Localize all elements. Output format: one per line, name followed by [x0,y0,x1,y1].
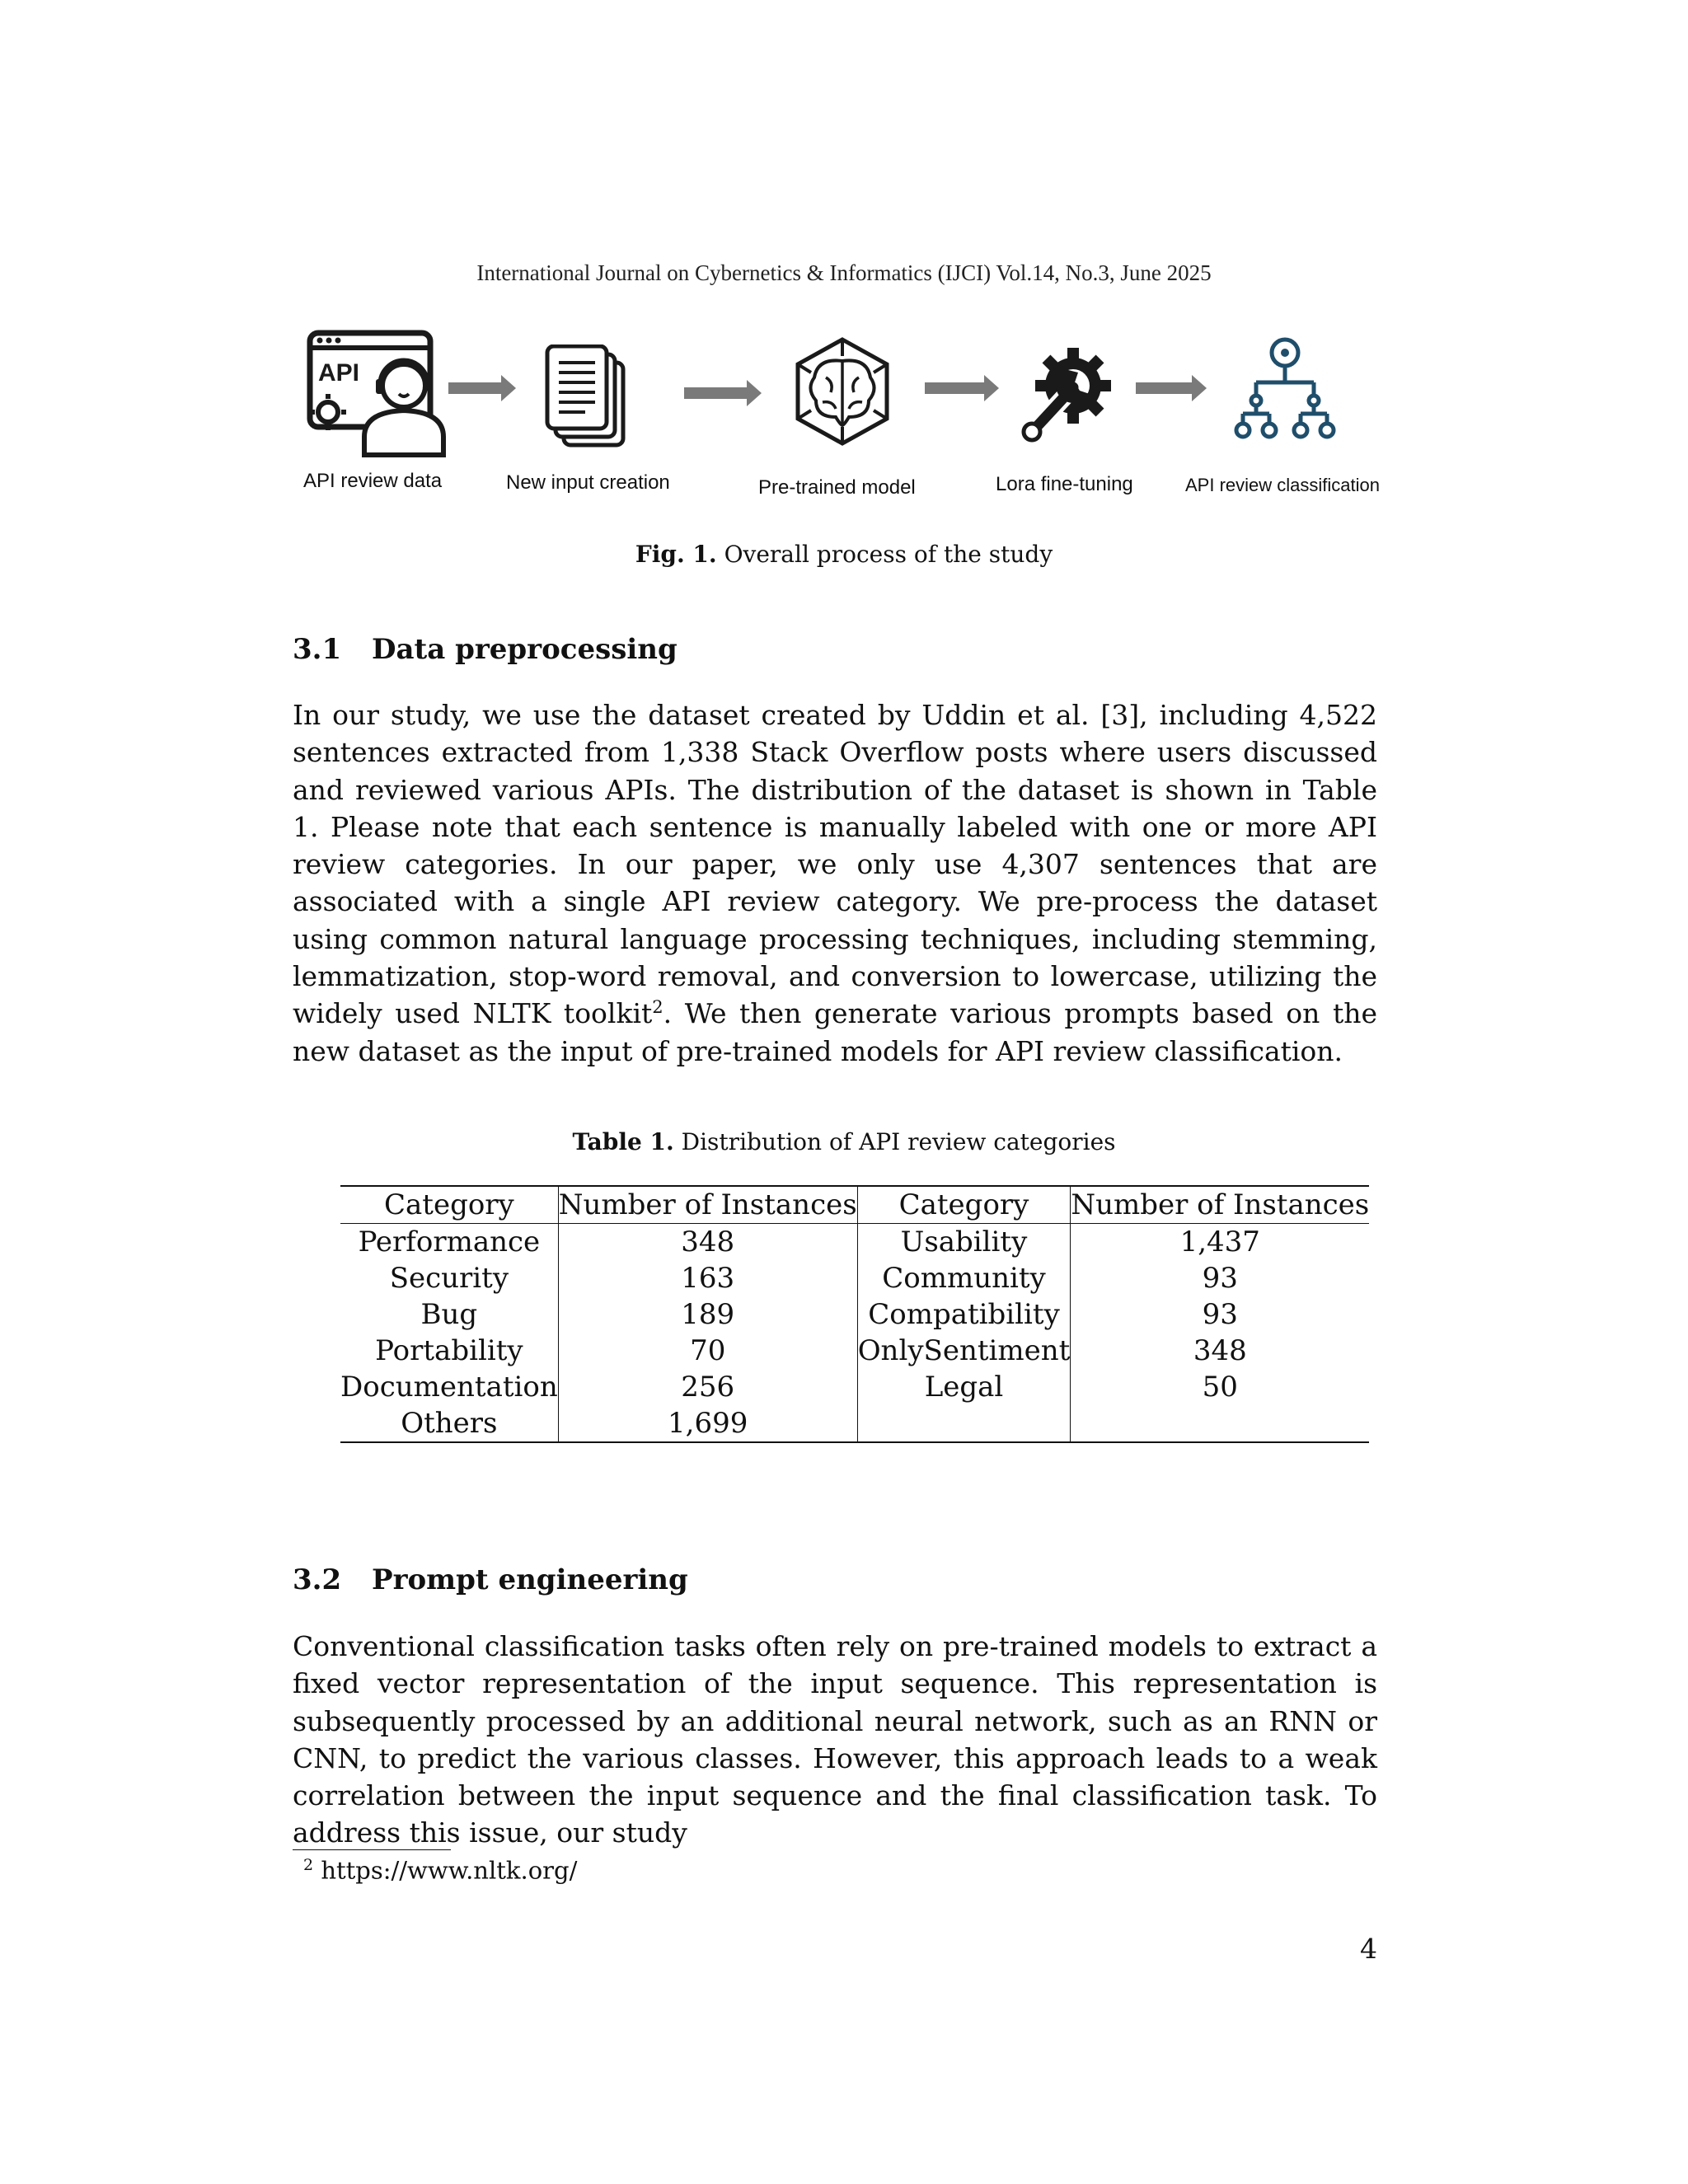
journal-header: International Journal on Cybernetics & Informatics (IJCI) Vol.14, No.3, June 2025 [476,260,1212,285]
arrow-2 [684,387,748,399]
column-header: Number of Instances [1071,1186,1369,1224]
table-cell: 70 [558,1333,857,1369]
step-label-api-review-data: API review data [303,470,443,492]
figure-caption-label: Fig. 1. [635,541,717,568]
table-cell: 1,699 [558,1405,857,1442]
table-cell: 189 [558,1296,857,1333]
documents-icon [544,344,635,452]
table-row [340,1405,1369,1442]
process-figure [0,321,1688,519]
paragraph-text-a: In our study, we use the dataset created by Uddin et al. [3], including 4,522 sentences extracted from 1,338 Stack Overflow posts where users discussed and reviewed various APIs. The distribution of the dataset is shown in Table 1. Please note that each sentence is manually labeled with one or more API review categories. In our paper, we only use 4,307 sentences that are associated with a single API review category. We pre-process the dataset using common natural language processing techniques, including stemming, lemmatization, stop-word removal, and conversion to lowercase, utilizing the widely used NLTK toolkit [293,699,1377,1030]
section-number: 3.2 [293,1563,342,1596]
brain-hexagon-icon [793,336,892,447]
wrench-gear-icon [1015,344,1114,443]
footnote-link[interactable]: https://www.nltk.org/ [321,1856,578,1885]
table-row [340,1260,1369,1296]
table-cell: Performance [340,1224,558,1261]
arrow-4 [1136,382,1193,394]
table-row [340,1224,1369,1261]
column-header: Category [340,1186,558,1224]
section-number: 3.1 [293,633,342,666]
footnote-ref[interactable]: 2 [652,997,663,1018]
table-cell: 348 [1193,1334,1247,1367]
api-badge-text: API [318,359,360,387]
section-title: Prompt engineering [372,1563,688,1596]
figure-caption [0,541,1688,568]
table-cell: Others [340,1405,558,1442]
step-label-new-input-creation: New input creation [506,471,670,494]
table-cell: 93 [1202,1262,1238,1295]
footnote [303,1856,577,1885]
table-cell: 163 [558,1260,857,1296]
step-label-lora-fine-tuning: Lora fine-tuning [996,473,1133,495]
table-row [340,1369,1369,1405]
column-header: Category [857,1186,1071,1224]
table-header-row [340,1186,1369,1224]
section-heading-3-1 [293,633,678,666]
section-3-1-paragraph [293,696,1377,1070]
table-cell: 256 [558,1369,857,1405]
section-heading-3-2 [293,1563,688,1596]
table-cell: Documentation [340,1371,558,1404]
table-row [340,1333,1369,1369]
arrow-3 [925,382,986,394]
footnote-rule [293,1849,451,1850]
section-3-2-paragraph: Conventional classification tasks often rely on pre-trained models to extract a fixed vector representation of the input sequence. This representation is subsequently processed by an additional neural network, such as an RNN or CNN, to predict the various classes. However, this approach leads to a weak correlation between the input sequence and the final classification task. To address this issue, our study [293,1630,1377,1849]
paragraph-text-b: . We then generate various prompts based on the new dataset as the input of pre-trained models for API review classification. [293,997,1377,1067]
table-cell: 50 [1202,1371,1238,1404]
hierarchy-icon [1231,335,1339,443]
table-row [340,1296,1369,1333]
table-cell [857,1405,1071,1442]
api-review-person-icon [307,330,452,458]
table-cell [1071,1405,1369,1442]
table-cell: Legal [857,1369,1071,1405]
table-cell: 1,437 [1179,1226,1260,1258]
table-caption [0,1128,1688,1155]
table-cell: 348 [558,1224,857,1261]
table-caption-label: Table 1. [572,1128,674,1155]
table-cell: Bug [340,1296,558,1333]
page-number: 4 [1360,1933,1377,1965]
section-title: Data preprocessing [372,633,678,666]
distribution-table [340,1185,1369,1443]
table-cell: 93 [1202,1298,1238,1331]
table-cell: Usability [857,1224,1071,1261]
step-label-api-review-classification: API review classification [1185,475,1380,495]
column-header: Number of Instances [558,1186,857,1224]
table-cell: OnlySentiment [857,1334,1071,1367]
arrow-1 [448,382,503,394]
step-label-pre-trained-model: Pre-trained model [758,476,916,499]
table-cell: Community [857,1260,1071,1296]
figure-caption-text: Overall process of the study [724,541,1053,568]
table-caption-text: Distribution of API review categories [681,1128,1116,1155]
table-cell: Compatibility [857,1296,1071,1333]
footnote-number: 2 [303,1856,314,1874]
table-cell: Portability [340,1333,558,1369]
table-cell: Security [340,1260,558,1296]
